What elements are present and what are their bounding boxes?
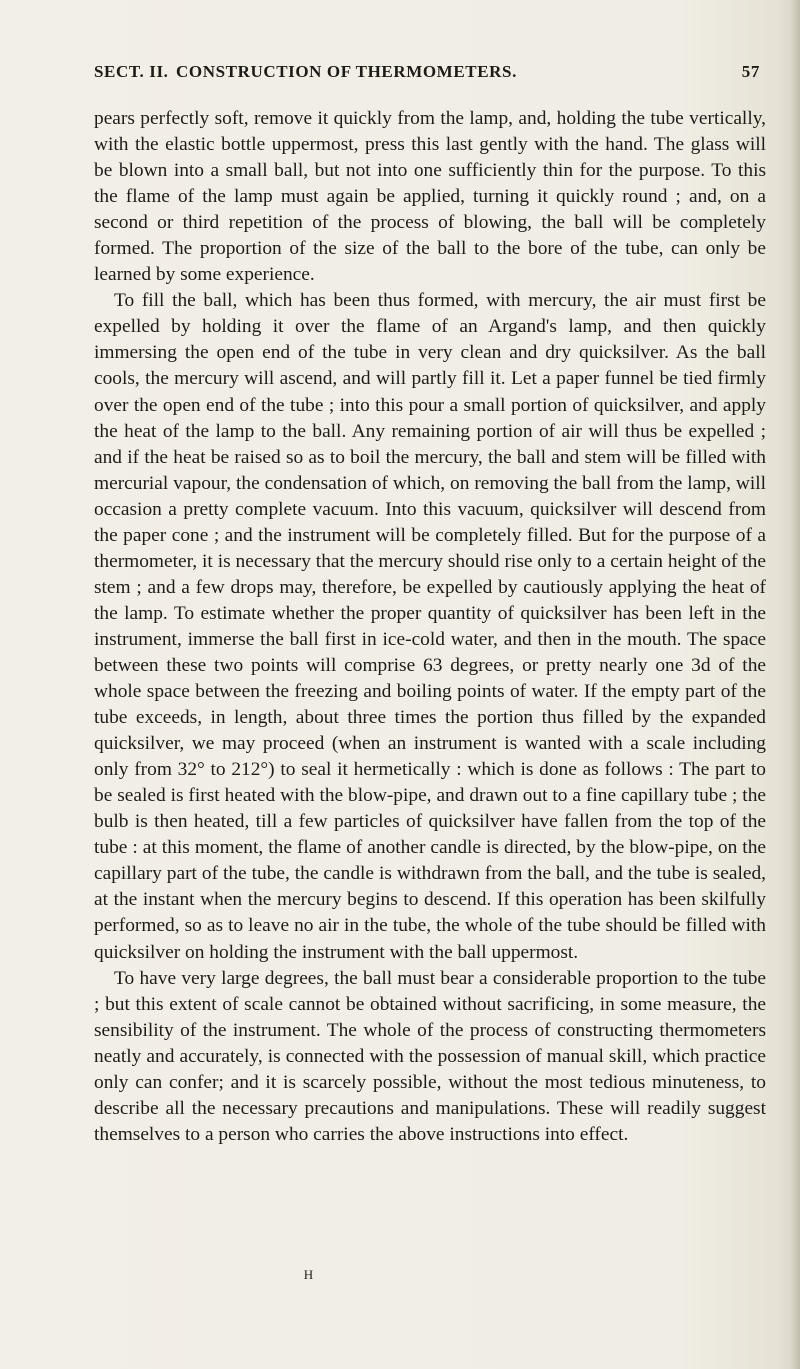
page-edge-shadow (790, 0, 800, 1369)
running-header (94, 62, 780, 86)
signature-mark: H (303, 1267, 315, 1282)
paragraph: To have very large degrees, the ball must bear a considerable proportion to the tube ; but this extent of scale cannot be obtained without sacrificing, in some measure, the sensibility of the instrument. The whole of the process of constructing thermometers neatly and accurately, is connected with the possession of manual skill, which practice only can confer; and it is scarcely possible, without the most tedious minuteness, to describe all the necessary precautions and manipulations. These will readily suggest themselves to a person who carries the above instructions into effect. (94, 967, 766, 1145)
section-label: SECT. II. (94, 62, 169, 81)
chapter-title: CONSTRUCTION OF THERMOMETERS. (176, 62, 517, 81)
paragraph: pears perfectly soft, remove it quickly from the lamp, and, holding the tube vertically, with the elastic bottle uppermost, press this last gently with the hand. The glass will be blown into a small ball, but not into one sufficiently thin for the purpose. To this the flame of the lamp must again be applied, turning it quickly round ; and, on a second or third repetition of the process of blowing, the ball will be completely formed. The proportion of the size of the ball to the bore of the tube, can only be learned by some experience. (94, 108, 766, 286)
page-number: 57 (741, 62, 760, 81)
body-text (94, 106, 766, 1148)
paragraph: To fill the ball, which has been thus formed, with mercury, the air must first be expelled by holding it over the flame of an Argand's lamp, and then quickly immersing the open end of the tube in very clean and dry quicksilver. As the ball cools, the mercury will ascend, and will partly fill it. Let a paper funnel be tied firmly over the open end of the tube ; into this pour a small portion of quicksilver, and apply the heat of the lamp to the ball. Any remaining portion of air will thus be expelled ; and if the heat be raised so as to boil the mercury, the ball and stem will be filled with mercurial vapour, the condensation of which, on removing the ball from the lamp, will occasion a pretty complete vacuum. Into this vacuum, quicksilver will descend from the paper cone ; and the instrument will be completely filled. But for the purpose of a thermometer, it is necessary that the mercury should rise only to a certain height of the stem ; and a few drops may, therefore, be expelled by cautiously applying the heat of the lamp. To estimate whether the proper quantity of quicksilver has been left in the instrument, immerse the ball first in ice-cold water, and then in the mouth. The space between these two points will comprise 63 degrees, or pretty nearly one 3d of the whole space between the freezing and boiling points of water. If the empty part of the tube exceeds, in length, about three times the portion thus filled by the expanded quicksilver, we may proceed (when an instrument is wanted with a scale including only from 32° to 212°) to seal it hermetically : which is done as follows : The part to be sealed is first heated with the blow-pipe, and drawn out to a fine capillary tube ; the bulb is then heated, till a few particles of quicksilver have fallen from the top of the tube : at this moment, the flame of another candle is directed, by the blow-pipe, on the capillary part of the tube, the candle is withdrawn from the ball, and the tube is sealed, at the instant when the mercury begins to descend. If this operation has been skilfully performed, so as to leave no air in the tube, the whole of the tube should be filled with quicksilver on holding the instrument with the ball uppermost. (94, 290, 766, 963)
